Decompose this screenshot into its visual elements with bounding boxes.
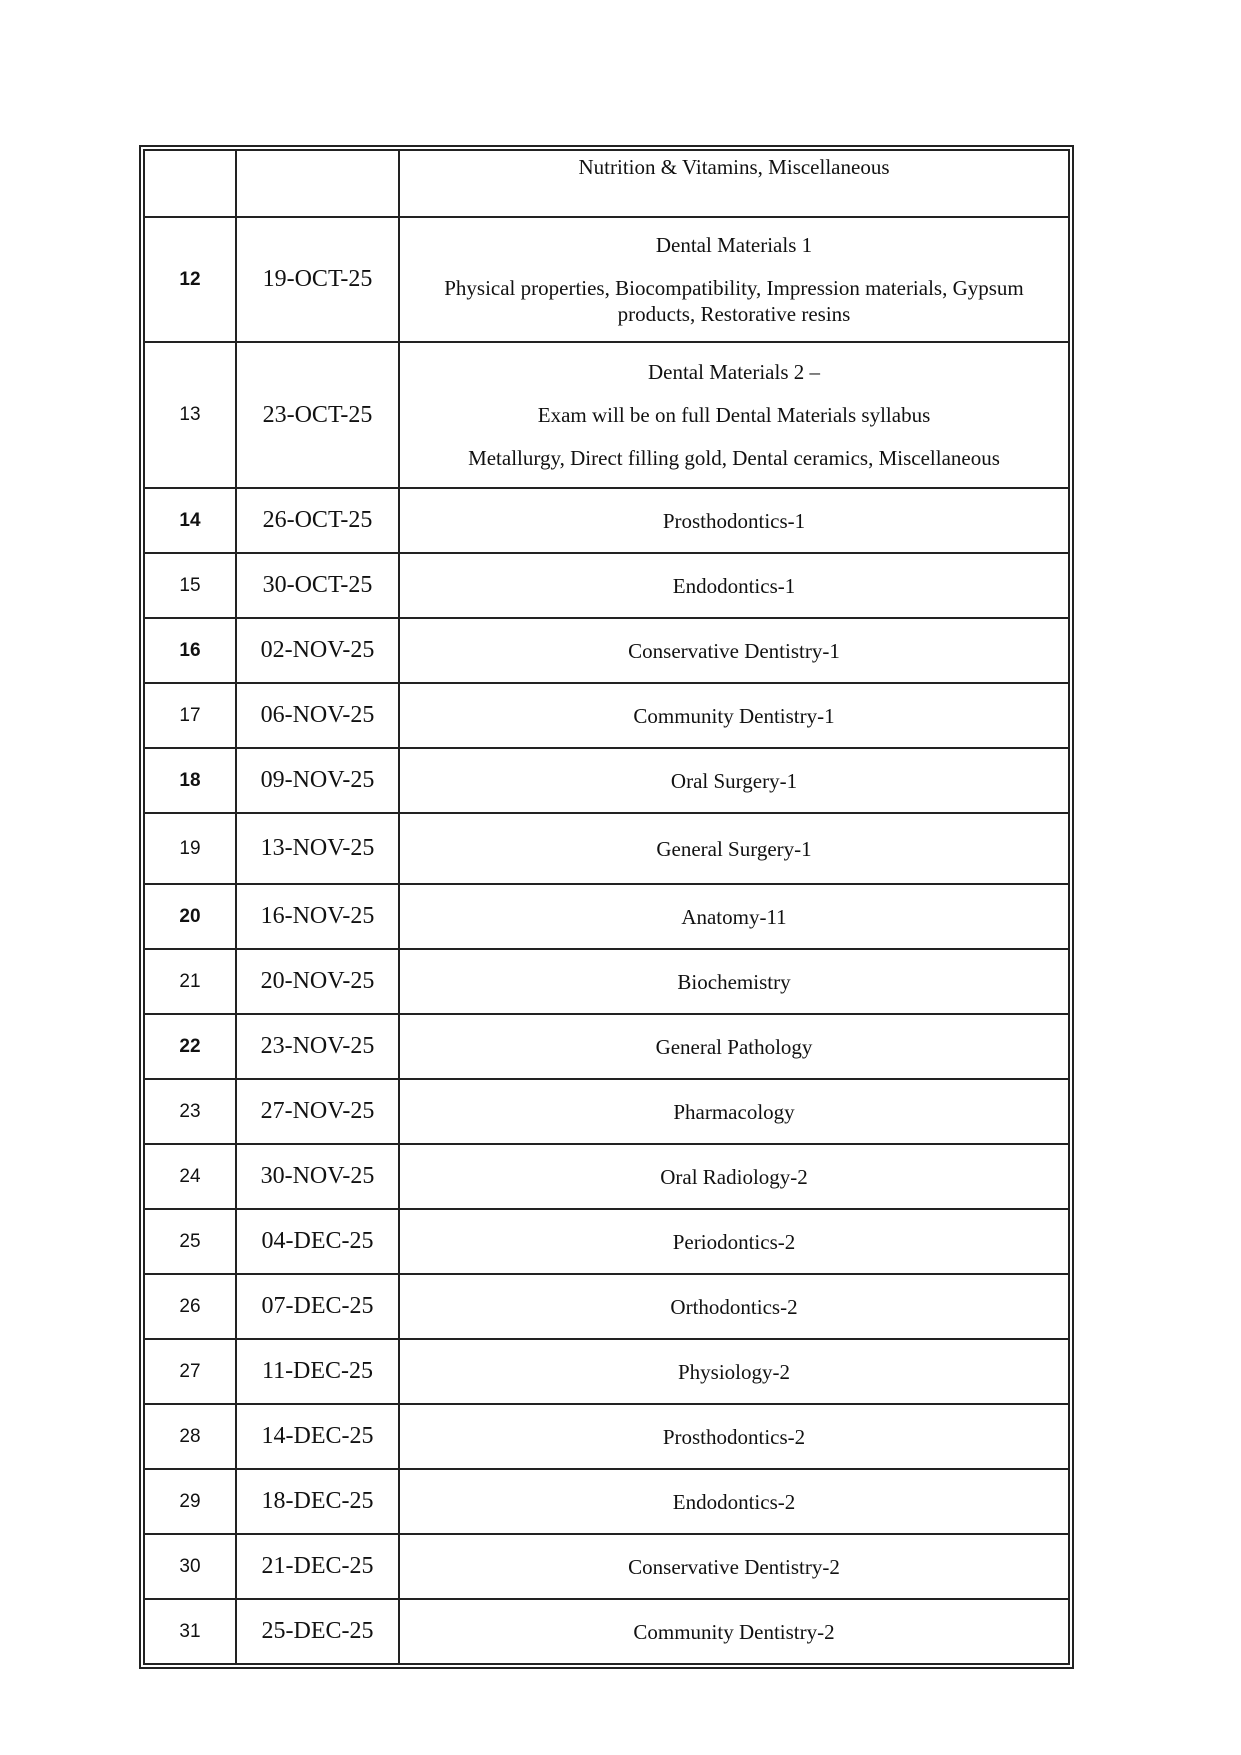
row-date: 04-DEC-25 (236, 1209, 399, 1274)
row-number: 19 (144, 813, 236, 884)
row-date: 26-OCT-25 (236, 488, 399, 553)
table-row (144, 1534, 1069, 1599)
row-number (144, 150, 236, 217)
row-date: 20-NOV-25 (236, 949, 399, 1014)
row-topic: Endodontics-2 (399, 1469, 1069, 1534)
table-row (144, 488, 1069, 553)
schedule-table (143, 149, 1070, 1665)
row-topic: Nutrition & Vitamins, Miscellaneous (399, 150, 1069, 217)
table-row (144, 1144, 1069, 1209)
table-row (144, 217, 1069, 342)
row-date: 02-NOV-25 (236, 618, 399, 683)
table-row (144, 618, 1069, 683)
row-date: 25-DEC-25 (236, 1599, 399, 1664)
row-date: 27-NOV-25 (236, 1079, 399, 1144)
row-number: 24 (144, 1144, 236, 1209)
row-topic: Anatomy-11 (399, 884, 1069, 949)
row-date: 09-NOV-25 (236, 748, 399, 813)
row-date: 14-DEC-25 (236, 1404, 399, 1469)
row-topic: General Pathology (399, 1014, 1069, 1079)
topic-title: Dental Materials 2 – (647, 360, 821, 384)
row-topic: Conservative Dentistry-2 (399, 1534, 1069, 1599)
table-row (144, 342, 1069, 488)
schedule-frame (139, 145, 1074, 1669)
row-number: 23 (144, 1079, 236, 1144)
row-number: 16 (144, 618, 236, 683)
row-topic: Physiology-2 (399, 1339, 1069, 1404)
row-topic: General Surgery-1 (399, 813, 1069, 884)
table-row (144, 884, 1069, 949)
topic-detail: Metallurgy, Direct filling gold, Dental ceramics, Miscellaneous (468, 446, 1000, 470)
table-row (144, 1469, 1069, 1534)
row-date: 30-NOV-25 (236, 1144, 399, 1209)
row-topic: Prosthodontics-2 (399, 1404, 1069, 1469)
row-date (236, 150, 399, 217)
row-date: 21-DEC-25 (236, 1534, 399, 1599)
topic-detail: Physical properties, Biocompatibility, Impression materials, Gypsum products, Restorative resins (444, 276, 1024, 326)
row-topic: Orthodontics-2 (399, 1274, 1069, 1339)
row-topic (399, 342, 1069, 488)
row-date: 23-NOV-25 (236, 1014, 399, 1079)
row-date: 13-NOV-25 (236, 813, 399, 884)
row-number: 12 (144, 217, 236, 342)
row-number: 18 (144, 748, 236, 813)
row-topic: Pharmacology (399, 1079, 1069, 1144)
row-number: 15 (144, 553, 236, 618)
row-date: 16-NOV-25 (236, 884, 399, 949)
topic-title: Dental Materials 1 (655, 233, 813, 257)
row-number: 28 (144, 1404, 236, 1469)
row-date: 30-OCT-25 (236, 553, 399, 618)
row-topic: Oral Surgery-1 (399, 748, 1069, 813)
row-topic: Biochemistry (399, 949, 1069, 1014)
row-date: 19-OCT-25 (236, 217, 399, 342)
row-date: 11-DEC-25 (236, 1339, 399, 1404)
row-number: 30 (144, 1534, 236, 1599)
table-row (144, 1209, 1069, 1274)
table-row (144, 553, 1069, 618)
row-date: 06-NOV-25 (236, 683, 399, 748)
row-number: 13 (144, 342, 236, 488)
table-row (144, 813, 1069, 884)
table-row (144, 1274, 1069, 1339)
table-row (144, 748, 1069, 813)
row-number: 20 (144, 884, 236, 949)
table-row (144, 1599, 1069, 1664)
row-date: 23-OCT-25 (236, 342, 399, 488)
table-row (144, 683, 1069, 748)
row-date: 18-DEC-25 (236, 1469, 399, 1534)
table-row (144, 1079, 1069, 1144)
row-number: 27 (144, 1339, 236, 1404)
row-number: 26 (144, 1274, 236, 1339)
row-date: 07-DEC-25 (236, 1274, 399, 1339)
row-number: 14 (144, 488, 236, 553)
row-number: 29 (144, 1469, 236, 1534)
row-topic: Community Dentistry-2 (399, 1599, 1069, 1664)
table-row (144, 150, 1069, 217)
row-topic: Conservative Dentistry-1 (399, 618, 1069, 683)
row-topic: Prosthodontics-1 (399, 488, 1069, 553)
topic-note: Exam will be on full Dental Materials syllabus (537, 403, 931, 427)
table-row (144, 1014, 1069, 1079)
row-topic (399, 217, 1069, 342)
row-number: 21 (144, 949, 236, 1014)
row-number: 22 (144, 1014, 236, 1079)
row-topic: Periodontics-2 (399, 1209, 1069, 1274)
row-number: 25 (144, 1209, 236, 1274)
table-row (144, 1339, 1069, 1404)
table-row (144, 949, 1069, 1014)
row-number: 31 (144, 1599, 236, 1664)
row-topic: Endodontics-1 (399, 553, 1069, 618)
table-row (144, 1404, 1069, 1469)
row-number: 17 (144, 683, 236, 748)
row-topic: Community Dentistry-1 (399, 683, 1069, 748)
row-topic: Oral Radiology-2 (399, 1144, 1069, 1209)
